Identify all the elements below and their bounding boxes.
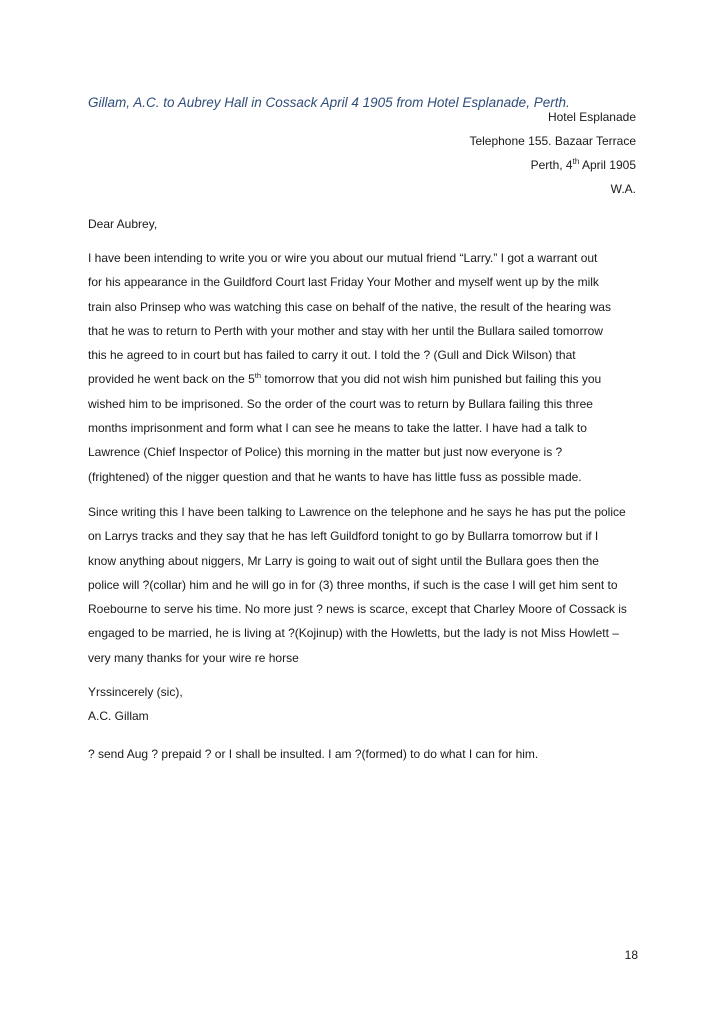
address-telephone: Telephone 155. Bazaar Terrace <box>469 134 636 148</box>
paragraph-line: Roebourne to serve his time. No more just ? news is scarce, except that Charley Moore of Cossack is <box>88 602 627 617</box>
greeting: Dear Aubrey, <box>88 217 158 231</box>
paragraph-line: I have been intending to write you or wire you about our mutual friend “Larry.” I got a warrant out <box>88 251 598 265</box>
letter-heading: Gillam, A.C. to Aubrey Hall in Cossack April 4 1905 from Hotel Esplanade, Perth. <box>88 95 570 110</box>
paragraph-line: know anything about niggers, Mr Larry is going to wait out of sight until the Bullara goes then the <box>88 553 599 568</box>
paragraph-line: engaged to be married, he is living at ?(Kojinup) with the Howletts, but the lady is not Miss Howlett – <box>88 626 619 641</box>
paragraph-line <box>88 367 640 391</box>
date-ordinal: th <box>572 157 580 166</box>
ordinal-suffix: th <box>254 371 262 381</box>
address-hotel: Hotel Esplanade <box>547 110 636 124</box>
paragraph-line: Lawrence (Chief Inspector of Police) this morning in the matter but just now everyone is ? <box>88 445 563 460</box>
paragraph-line: wished him to be imprisoned. So the order of the court was to return by Bullara failing this three <box>88 396 593 411</box>
date-suffix: April 1905 <box>579 158 636 172</box>
paragraph-line: very many thanks for your wire re horse <box>88 650 299 665</box>
date-prefix: Perth, 4 <box>530 158 573 172</box>
page-number: 18 <box>624 948 638 962</box>
paragraph-line: for his appearance in the Guildford Court last Friday Your Mother and myself went up by the milk <box>88 275 599 290</box>
paragraph-line: (frightened) of the nigger question and that he wants to have has little fuss as possible made. <box>88 469 582 484</box>
paragraph-line: months imprisonment and form what I can see he means to take the latter. I have had a talk to <box>88 421 587 436</box>
address-state: W.A. <box>610 182 636 196</box>
line-part: provided he went back on the 5 <box>88 372 255 387</box>
sign-off: Yrssincerely (sic), <box>88 685 183 699</box>
address-date <box>531 158 636 172</box>
paragraph-line: Since writing this I have been talking to Lawrence on the telephone and he says he has put the police <box>88 505 626 519</box>
closing <box>88 680 640 728</box>
paragraph-1 <box>88 246 640 489</box>
paragraph-line: that he was to return to Perth with your mother and stay with her until the Bullara sailed tomorrow <box>88 323 603 338</box>
paragraph-line: this he agreed to in court but has failed to carry it out. I told the ? (Gull and Dick Wilson) that <box>88 348 576 363</box>
paragraph-line: train also Prinsep who was watching this case on behalf of the native, the result of the hearing was <box>88 299 611 314</box>
postscript: ? send Aug ? prepaid ? or I shall be insulted. I am ?(formed) to do what I can for him. <box>88 747 539 761</box>
paragraph-line: police will ?(collar) him and he will go in for (3) three months, if such is the case I will get him sent to <box>88 577 618 592</box>
paragraph-2 <box>88 500 640 670</box>
signature-name: A.C. Gillam <box>88 709 149 723</box>
paragraph-line: on Larrys tracks and they say that he has left Guildford tonight to go by Bullarra tomorrow but if I <box>88 529 599 544</box>
line-part: tomorrow that you did not wish him punished but failing this you <box>261 372 602 387</box>
